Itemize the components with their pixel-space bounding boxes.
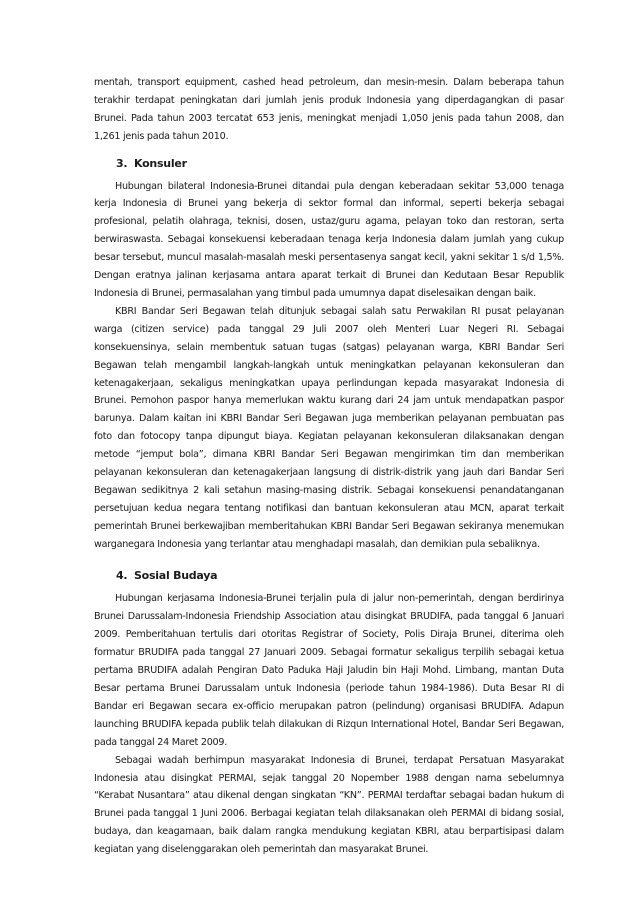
section-heading-sosial-budaya [94, 567, 564, 585]
section-number: 3. [116, 156, 128, 170]
section-title: Sosial Budaya [134, 568, 218, 582]
paragraph: KBRI Bandar Seri Begawan telah ditunjuk sebagai salah satu Perwakilan RI pusat pelayanan warga (citizen service) pada tanggal 29 Juli 2007 oleh Menteri Luar Negeri RI. Sebagai konsekuensinya, selain membentuk satuan tugas (satgas) pelayanan warga, KBRI Bandar Seri Begawan telah mengambil langkah-langkah untuk meningkatkan pelayanan kekonsuleran dan ketenagakerjaan, sekaligus meningkatkan upaya perlindungan kepada masyarakat Indonesia di Brunei. Pemohon paspor hanya memerlukan waktu kurang dari 24 jam untuk mendapatkan paspor barunya. Dalam kaitan ini KBRI Bandar Seri Begawan juga memberikan pelayanan pembuatan pas foto dan fotocopy tanpa dipungut biaya. Kegiatan pelayanan kekonsuleran dilaksanakan dengan metode “jemput bola”, dimana KBRI Bandar Seri Begawan mengirimkan tim dan memberikan pelayanan kekonsuleran dan ketenagakerjaan langsung di distrik-distrik yang jauh dari Bandar Seri Begawan sedikitnya 2 kali setahun masing-masing distrik. Sebagai konsekuensi penandatanganan persetujuan kedua negara tentang notifikasi dan bantuan kekonsuleran atau MCN, aparat terkait pemerintah Brunei berkewajiban memberitahukan KBRI Bandar Seri Begawan sekiranya menemukan warganegara Indonesia yang terlantar atau menghadapi masalah, dan demikian pula sebaliknya. [94, 305, 564, 550]
document-body [94, 74, 564, 859]
section-title: Konsuler [134, 156, 187, 170]
section-heading-konsuler [94, 155, 564, 173]
paragraph: Hubungan kerjasama Indonesia-Brunei terjalin pula di jalur non-pemerintah, dengan berdirinya Brunei Darussalam-Indonesia Friendship Association atau disingkat BRUDIFA, pada tanggal 6 Januari 2009. Pemberitahuan tertulis dari otoritas Registrar of Society, Polis Diraja Brunei, diterima oleh formatur BRUDIFA pada tanggal 27 Januari 2009. Sebagai formatur sekaligus terpilih sebagai ketua pertama BRUDIFA adalah Pengiran Dato Paduka Haji Jaludin bin Haji Mohd. Limbang, mantan Duta Besar pertama Brunei Darussalam untuk Indonesia (periode tahun 1984-1986). Duta Besar RI di Bandar eri Begawan secara ex-officio merupakan patron (pelindung) organisasi BRUDIFA. Adapun launching BRUDIFA kepada publik telah dilakukan di Rizqun International Hotel, Bandar Seri Begawan, pada tanggal 24 Maret 2009. [94, 593, 564, 748]
paragraph: Hubungan bilateral Indonesia-Brunei ditandai pula dengan keberadaan sekitar 53,000 tenaga kerja Indonesia di Brunei yang bekerja di sektor formal dan informal, seperti bekerja sebagai profesional, pelatih olahraga, teknisi, dosen, ustaz/guru agama, pelayan toko dan restoran, serta berwiraswasta. Sebagai konsekuensi keberadaan tenaga kerja Indonesia dalam jumlah yang cukup besar tersebut, muncul masalah-masalah meski persentasenya sangat kecil, yakni sekitar 1 s/d 1,5%. Dengan eratnya jalinan kerjasama antara aparat terkait di Brunei dan Kedutaan Besar Republik Indonesia di Brunei, permasalahan yang timbul pada umumnya dapat diselesaikan dengan baik. [94, 180, 564, 299]
section-number: 4. [116, 568, 128, 582]
intro-paragraph: mentah, transport equipment, cashed head petroleum, dan mesin-mesin. Dalam beberapa tahun terakhir terdapat peningkatan dari jumlah jenis produk Indonesia yang diperdagangkan di pasar Brunei. Pada tahun 2003 tercatat 653 jenis, meningkat menjadi 1,050 jenis pada tahun 2008, dan 1,261 jenis pada tahun 2010. [94, 77, 564, 142]
paragraph: Sebagai wadah berhimpun masyarakat Indonesia di Brunei, terdapat Persatuan Masyarakat Indonesia atau disingkat PERMAI, sejak tanggal 20 Nopember 1988 dengan nama sebelumnya “Kerabat Nusantara” atau dikenal dengan singkatan “KN”. PERMAI terdaftar sebagai badan hukum di Brunei pada tanggal 1 Juni 2006. Berbagai kegiatan telah dilaksanakan oleh PERMAI di bidang sosial, budaya, dan keagamaan, baik dalam rangka mendukung kegiatan KBRI, atau berpartisipasi dalam kegiatan yang diselenggarakan oleh pemerintah dan masyarakat Brunei. [94, 754, 564, 856]
